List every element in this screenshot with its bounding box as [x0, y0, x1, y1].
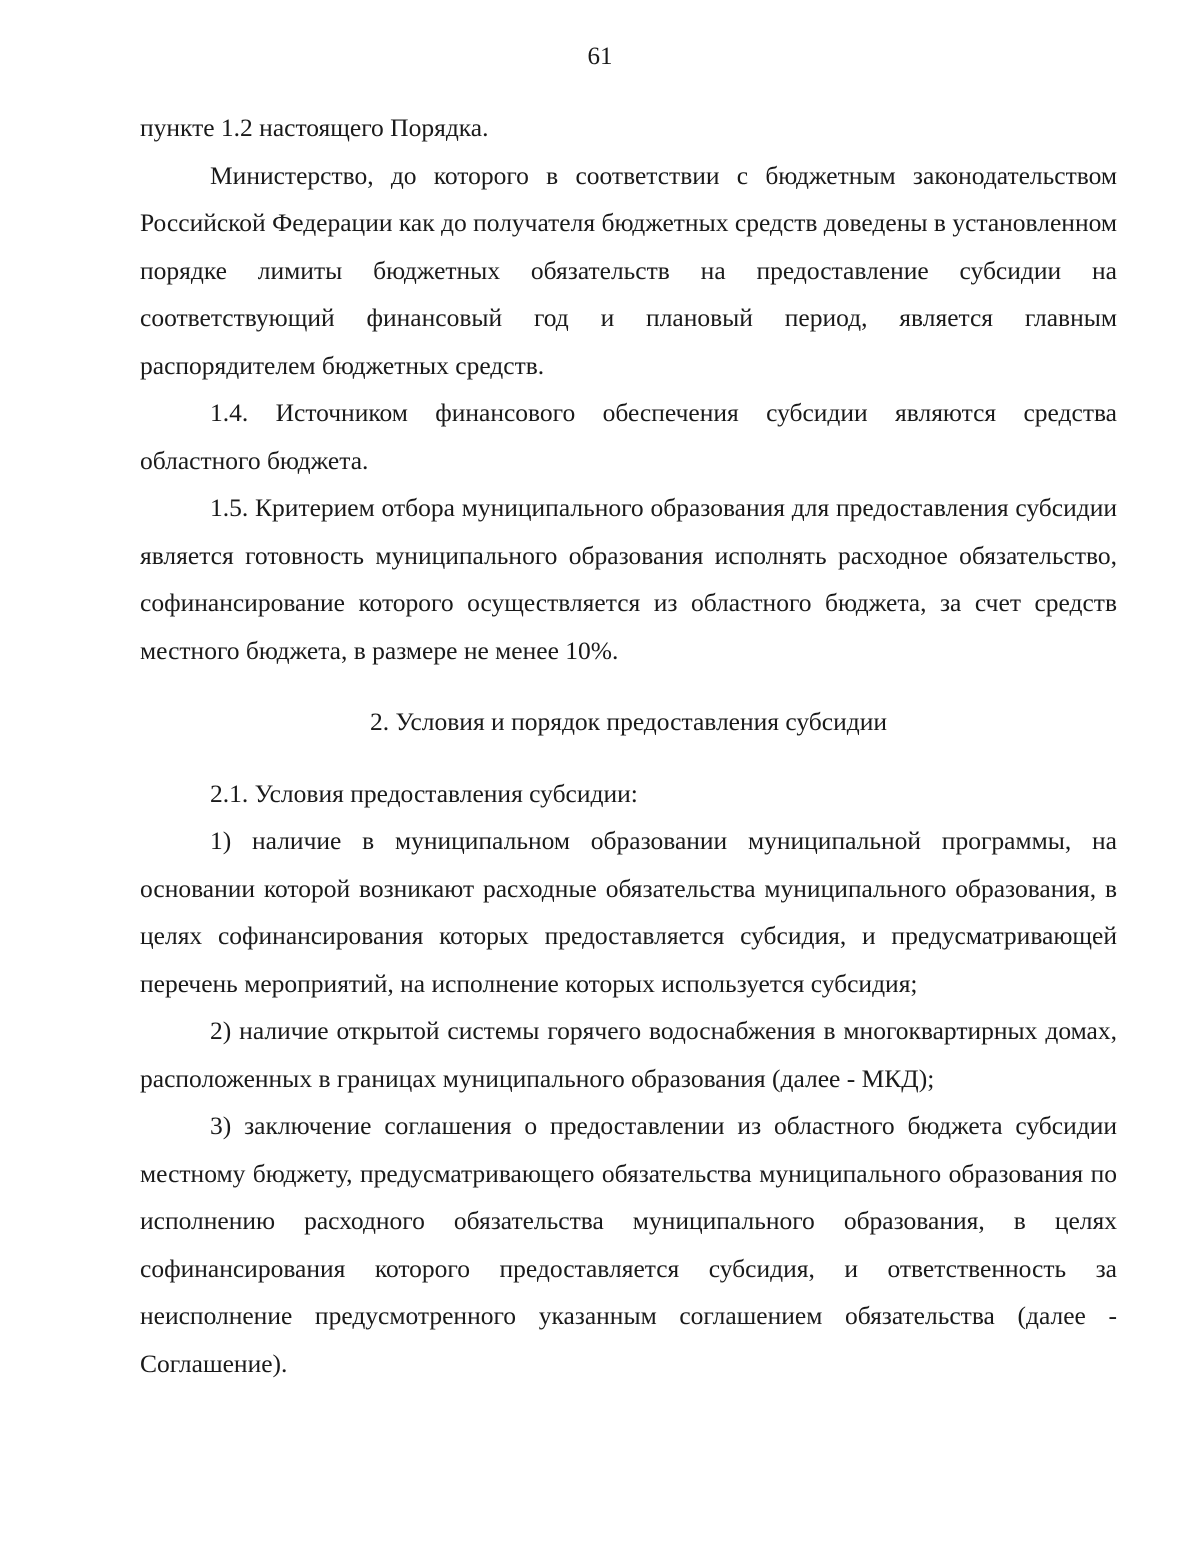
list-item-2: 2) наличие открытой системы горячего водоснабжения в многоквартирных домах, расположенных в границах муниципального образования (далее - МКД);: [140, 1016, 1117, 1093]
paragraph-ministry: Министерство, до которого в соответствии с бюджетным законодательством Российской Федерации как до получателя бюджетных средств доведены в установленном порядке лимиты бюджетных обязательств на предоставление субсидии на соответствующий финансовый год и плановый период, является главным распорядителем бюджетных средств.: [140, 160, 1117, 380]
paragraph-2-1: 2.1. Условия предоставления субсидии:: [210, 778, 638, 808]
list-item-1: 1) наличие в муниципальном образовании муниципальной программы, на основании которой возникают расходные обязательства муниципального образования, в целях софинансирования которых предоставляется субсидия, и предусматривающей перечень мероприятий, на исполнение которых используется субсидия;: [140, 826, 1117, 998]
document-body: [140, 104, 1117, 1387]
section-heading: 2. Условия и порядок предоставления субсидии: [369, 707, 888, 736]
list-item-3: 3) заключение соглашения о предоставлении из областного бюджета субсидии местному бюджету, предусматривающего обязательства муниципального образования по исполнению расходного обязательства муниципального образования, в целях софинансирования которого предоставляется субсидия, и ответственность за неисполнение предусмотренного указанным соглашением обязательства (далее - Соглашение).: [140, 1111, 1117, 1378]
paragraph-continuation: пункте 1.2 настоящего Порядка.: [140, 113, 489, 142]
page-number: 61: [587, 43, 613, 70]
paragraph-1-4: 1.4. Источником финансового обеспечения субсидии являются средства областного бюджета.: [140, 398, 1117, 475]
paragraph-1-5: 1.5. Критерием отбора муниципального образования для предоставления субсидии является готовность муниципального образования исполнять расходное обязательство, софинансирование которого осуществляется из областного бюджета, за счет средств местного бюджета, в размере не менее 10%.: [140, 493, 1117, 665]
